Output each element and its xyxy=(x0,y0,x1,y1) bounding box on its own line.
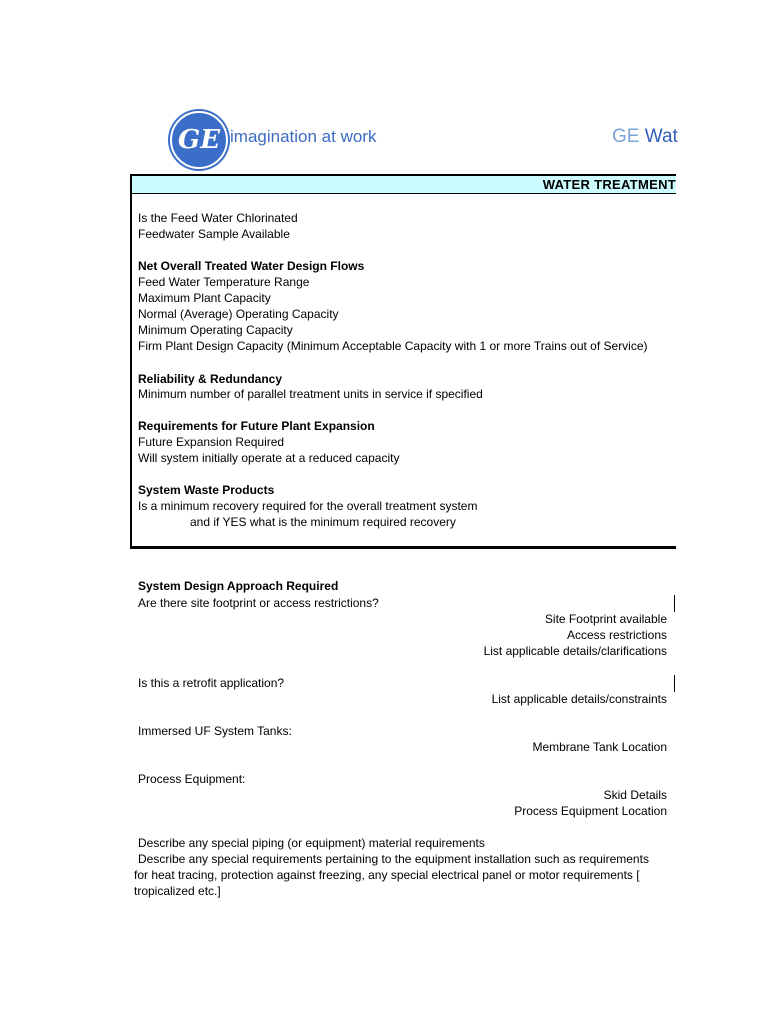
equipment-location-label: Process Equipment Location xyxy=(514,804,667,818)
installation-requirements-line3: tropicalized etc.] xyxy=(134,884,221,898)
brand-name xyxy=(612,126,678,148)
flows-heading: Net Overall Treated Water Design Flows xyxy=(138,259,365,273)
firm-capacity-label: Firm Plant Design Capacity (Minimum Acceptable Capacity with 1 or more Trains out of Service) xyxy=(138,339,648,353)
membrane-tank-location-label: Membrane Tank Location xyxy=(532,740,667,754)
ge-logo: GE xyxy=(170,111,228,169)
temp-label: Feed Water Temperature Range xyxy=(138,275,310,289)
tagline: imagination at work xyxy=(230,127,377,146)
design-approach-heading: System Design Approach Required xyxy=(138,579,339,593)
site-footprint-label: Site Footprint available xyxy=(544,612,667,626)
expansion-heading: Requirements for Future Plant Expansion xyxy=(138,419,375,433)
recovery-label: Is a minimum recovery required for the overall treatment system xyxy=(138,499,478,513)
site-restrictions-input-cursor[interactable] xyxy=(674,595,675,612)
details-constraints-label: List applicable details/constraints xyxy=(491,692,667,706)
chlorinated-label: Is the Feed Water Chlorinated xyxy=(138,211,298,225)
section-title: WATER TREATMENT xyxy=(542,177,676,192)
section-border-left xyxy=(130,174,132,549)
uf-tanks-label: Immersed UF System Tanks: xyxy=(138,724,292,738)
details-clarifications-label: List applicable details/clarifications xyxy=(483,644,667,658)
installation-requirements-line2: for heat tracing, protection against freezing, any special electrical panel or motor requirements [ xyxy=(134,868,640,882)
reduced-capacity-label: Will system initially operate at a reduced capacity xyxy=(138,451,400,465)
future-expansion-label: Future Expansion Required xyxy=(138,435,285,449)
piping-requirements-label: Describe any special piping (or equipment) material requirements xyxy=(138,836,485,850)
retrofit-question: Is this a retrofit application? xyxy=(138,676,285,690)
sample-label: Feedwater Sample Available xyxy=(138,227,290,241)
reliability-heading: Reliability & Redundancy xyxy=(138,372,283,386)
section-border-bottom xyxy=(130,546,676,549)
site-restrictions-question: Are there site footprint or access restrictions? xyxy=(138,596,379,610)
recovery-yes-label: and if YES what is the minimum required recovery xyxy=(190,515,456,529)
installation-requirements-line1: Describe any special requirements pertaining to the equipment installation such as requirements xyxy=(138,852,649,866)
min-capacity-label: Minimum Operating Capacity xyxy=(138,323,293,337)
retrofit-input-cursor[interactable] xyxy=(674,675,675,692)
normal-capacity-label: Normal (Average) Operating Capacity xyxy=(138,307,339,321)
skid-details-label: Skid Details xyxy=(603,788,667,802)
access-restrictions-label: Access restrictions xyxy=(566,628,667,642)
max-capacity-label: Maximum Plant Capacity xyxy=(138,291,271,305)
process-equipment-label: Process Equipment: xyxy=(138,772,246,786)
parallel-units-label: Minimum number of parallel treatment units in service if specified xyxy=(138,387,483,401)
brand-rest: Wat xyxy=(644,126,678,147)
brand-prefix: GE xyxy=(612,126,640,147)
waste-heading: System Waste Products xyxy=(138,483,275,497)
